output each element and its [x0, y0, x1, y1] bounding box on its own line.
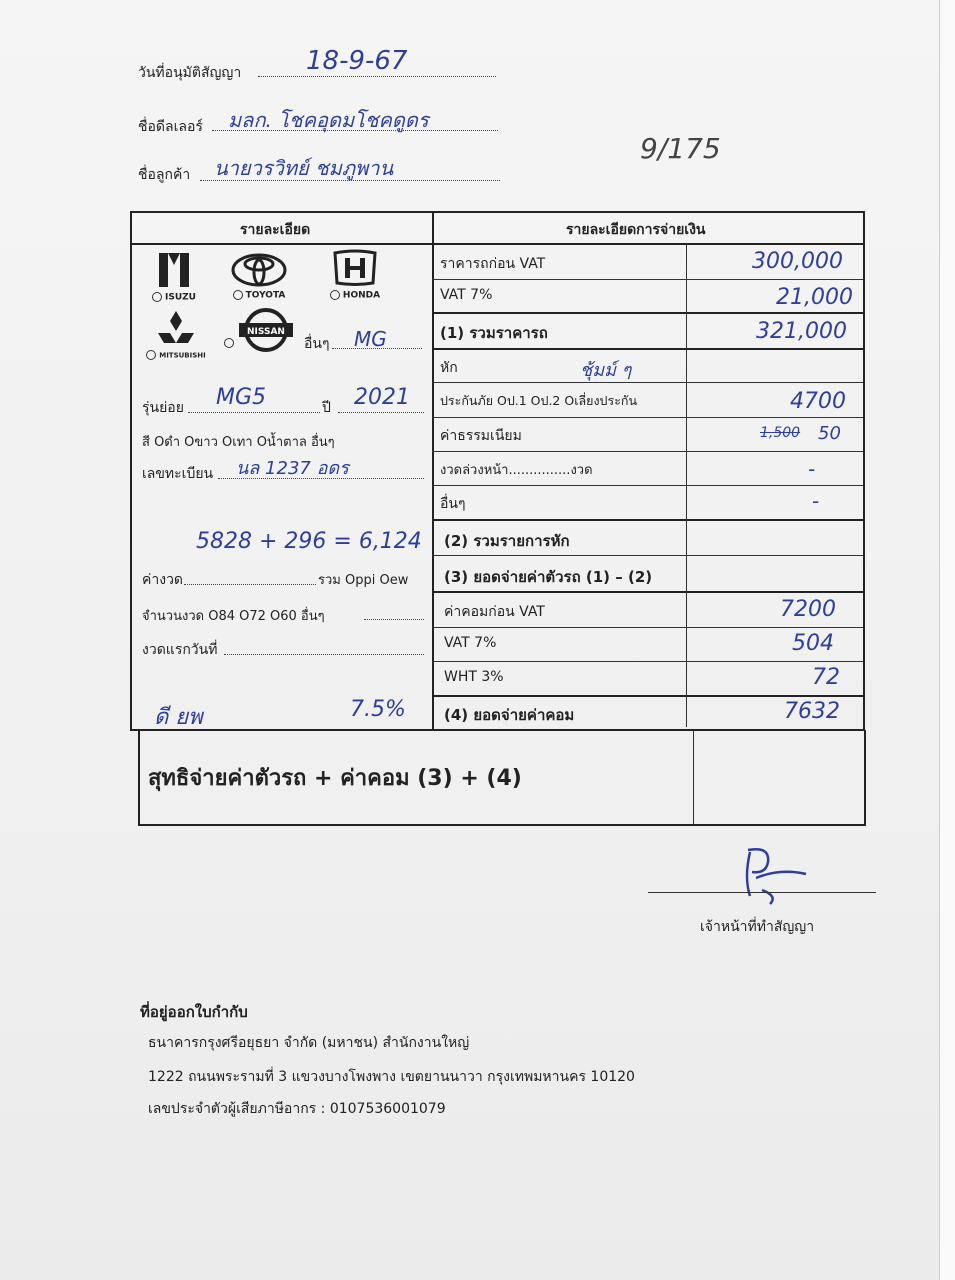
row-insurance-value: 4700: [790, 389, 846, 414]
year-value: 2021: [354, 385, 410, 410]
first-due-label: งวดแรกวันที่: [142, 642, 218, 658]
rate-note-left: ดี ยพ: [154, 705, 203, 730]
row-commission-before-vat-label: ค่าคอมก่อน VAT: [444, 604, 545, 620]
right-panel-title: รายละเอียดการจ่ายเงิน: [566, 222, 706, 238]
customer-row: [138, 164, 190, 186]
row-commission-vat-label: VAT 7%: [444, 635, 497, 651]
plate-label: เลขทะเบียน: [142, 466, 214, 482]
dealer-row: [138, 116, 203, 138]
row-price-before-vat-label: ราคารถก่อน VAT: [440, 256, 546, 272]
year-label: ปี: [322, 400, 331, 416]
detail-table: [130, 211, 865, 731]
installment-label: ค่างวด: [142, 572, 184, 588]
row-advance-installment-label: งวดล่วงหน้า...............งวด: [440, 463, 593, 478]
brand-toyota-label: TOYOTA: [245, 290, 286, 301]
toyota-logo-icon: [231, 253, 287, 287]
row-wht-value: 72: [812, 665, 840, 690]
paper-edge: [939, 0, 955, 1280]
row-advance-value: -: [808, 457, 816, 481]
customer-value: นายวรวิทย์ ชมภูพาน: [214, 156, 394, 180]
signature-mark: [720, 838, 820, 908]
model-label: รุ่นย่อย: [142, 400, 184, 416]
svg-text:NISSAN: NISSAN: [247, 327, 285, 337]
row-car-payment-label: (3) ยอดจ่ายค่าตัวรถ (1) – (2): [444, 568, 653, 586]
mitsubishi-logo-icon: [154, 309, 198, 347]
billing-title: ที่อยู่ออกใบกำกับ: [140, 1003, 248, 1021]
row-total-price-value: 321,000: [756, 319, 847, 344]
other-brand-value: MG: [354, 327, 387, 351]
billing-line-1: ธนาคารกรุงศรีอยุธยา จำกัด (มหาชน) สำนักงานใหญ่: [148, 1035, 470, 1051]
rate-note-right: 7.5%: [350, 697, 406, 722]
dealer-label: ชื่อดีลเลอร์: [138, 119, 203, 135]
brand-nissan[interactable]: [224, 307, 304, 353]
approval-date-label: วันที่อนุมัติสัญญา: [138, 65, 242, 81]
brand-honda[interactable]: [320, 249, 390, 301]
brand-mitsubishi-label: MITSUBISHI: [159, 351, 206, 360]
row-total-price-label: (1) รวมราคารถ: [440, 324, 548, 342]
row-wht-label: WHT 3%: [444, 669, 504, 685]
installment-calculation: 5828 + 296 = 6,124: [196, 529, 422, 554]
row-fee-struck-value: 1,500: [760, 425, 801, 441]
row-insurance-label: ประกันภัย Oป.1 Oป.2 Oเลี่ยงประกัน: [440, 393, 638, 408]
brand-toyota[interactable]: [224, 253, 294, 301]
color-options[interactable]: สี Oดำ Oขาว Oเทา Oน้ำตาล อื่นๆ: [142, 435, 335, 450]
honda-logo-icon: [331, 249, 379, 287]
row-commission-total-label: (4) ยอดจ่ายค่าคอม: [444, 706, 575, 724]
left-panel-title: รายละเอียด: [240, 222, 311, 238]
row-commission-before-vat-value: 7200: [780, 597, 836, 622]
brand-mitsubishi[interactable]: [138, 309, 214, 361]
signature-caption: เจ้าหน้าที่ทำสัญญา: [700, 919, 815, 935]
customer-label: ชื่อลูกค้า: [138, 167, 191, 183]
net-total-box: [138, 730, 866, 826]
row-deduct-value: ชุ้มม์ ๆ: [580, 360, 632, 381]
row-commission-total-value: 7632: [784, 699, 840, 724]
model-value: MG5: [216, 385, 267, 410]
installment-suffix: รวม Oppi Oew: [318, 573, 409, 588]
approval-date-value: 18-9-67: [306, 46, 408, 76]
dealer-value: มลก. โชคอุดมโชคดูดร: [228, 108, 429, 132]
term-options[interactable]: จำนวนงวด O84 O72 O60 อื่นๆ: [142, 609, 325, 624]
billing-line-3: เลขประจำตัวผู้เสียภาษีอากร : 0107536001079: [148, 1101, 446, 1117]
other-brand-label: อื่นๆ: [304, 336, 330, 352]
row-other-value: -: [812, 489, 820, 513]
approval-date-row: [138, 62, 241, 84]
billing-line-2: 1222 ถนนพระรามที่ 3 แขวงบางโพงพาง เขตยานนาวา กรุงเทพมหานคร 10120: [148, 1069, 635, 1085]
row-fee-value: 50: [818, 423, 841, 444]
row-fee-label: ค่าธรรมเนียม: [440, 428, 522, 444]
row-deduct-label: หัก: [440, 360, 458, 376]
nissan-logo-icon: [237, 307, 295, 353]
isuzu-logo-icon: [157, 251, 191, 289]
brand-isuzu-label: ISUZU: [165, 292, 196, 303]
plate-value: นล 1237 อดร: [236, 458, 349, 479]
row-commission-vat-value: 504: [792, 631, 834, 656]
brand-honda-label: HONDA: [342, 290, 381, 301]
reference-number: 9/175: [640, 132, 721, 165]
row-vat-label: VAT 7%: [440, 287, 493, 303]
row-vat-value: 21,000: [776, 285, 853, 310]
brand-isuzu[interactable]: [144, 251, 204, 303]
net-total-label: สุทธิจ่ายค่าตัวรถ + ค่าคอม (3) + (4): [148, 766, 522, 791]
row-price-before-vat-value: 300,000: [752, 249, 843, 274]
row-other-label: อื่นๆ: [440, 496, 466, 512]
row-total-deduct-label: (2) รวมรายการหัก: [444, 532, 570, 550]
